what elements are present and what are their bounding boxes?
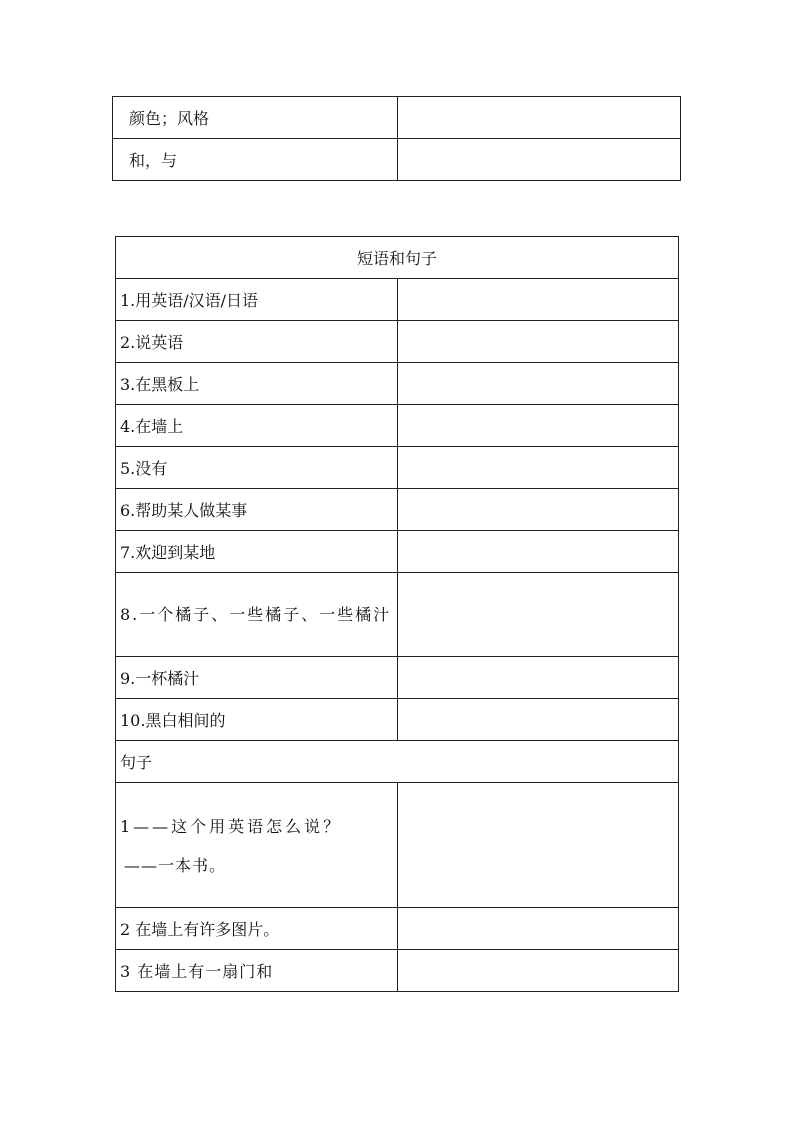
phrase-row <box>116 447 679 489</box>
vocab-answer-cell[interactable] <box>398 97 681 139</box>
phrase-answer-cell[interactable] <box>397 363 679 405</box>
sentence-chinese <box>116 783 398 908</box>
phrase-row <box>116 405 679 447</box>
phrase-row <box>116 657 679 699</box>
phrase-row <box>116 489 679 531</box>
phrase-answer-cell[interactable] <box>397 573 679 657</box>
phrase-chinese: 6.帮助某人做某事 <box>116 489 398 531</box>
phrase-answer-cell[interactable] <box>397 321 679 363</box>
vocab-answer-cell[interactable] <box>398 139 681 181</box>
phrase-answer-cell[interactable] <box>397 699 679 741</box>
sentence-chinese: 2 在墙上有许多图片。 <box>116 908 398 950</box>
sentences-label: 句子 <box>116 741 679 783</box>
sentence-answer-cell[interactable] <box>397 908 679 950</box>
sentence-row <box>116 950 679 992</box>
phrase-row <box>116 279 679 321</box>
sentence-answer-cell[interactable] <box>397 950 679 992</box>
sentence-row <box>116 908 679 950</box>
vocab-table <box>112 96 681 181</box>
sentence-answer-cell[interactable] <box>397 783 679 908</box>
phrase-answer-cell[interactable] <box>397 279 679 321</box>
phrase-chinese: 2.说英语 <box>116 321 398 363</box>
phrase-table <box>115 236 679 992</box>
phrase-row <box>116 363 679 405</box>
sentences-label-row <box>116 741 679 783</box>
vocab-row <box>113 97 681 139</box>
phrase-chinese: 5.没有 <box>116 447 398 489</box>
phrase-chinese: 1.用英语/汉语/日语 <box>116 279 398 321</box>
phrase-table-title: 短语和句子 <box>116 237 679 279</box>
phrase-chinese: 3.在黑板上 <box>116 363 398 405</box>
phrase-row <box>116 699 679 741</box>
phrase-row <box>116 321 679 363</box>
sentence-row <box>116 783 679 908</box>
phrase-header-row <box>116 237 679 279</box>
vocab-row <box>113 139 681 181</box>
vocab-chinese: 和，与 <box>113 139 398 181</box>
sentence-chinese: 3 在墙上有一扇门和 <box>116 950 398 992</box>
phrase-answer-cell[interactable] <box>397 405 679 447</box>
phrase-answer-cell[interactable] <box>397 657 679 699</box>
phrase-chinese: 7.欢迎到某地 <box>116 531 398 573</box>
phrase-chinese: 10.黑白相间的 <box>116 699 398 741</box>
sentence-line: ——一本书。 <box>124 855 227 875</box>
vocab-chinese: 颜色；风格 <box>113 97 398 139</box>
phrase-chinese: 8.一个橘子、一些橘子、一些橘汁 <box>116 573 398 657</box>
phrase-row <box>116 573 679 657</box>
phrase-chinese: 4.在墙上 <box>116 405 398 447</box>
phrase-answer-cell[interactable] <box>397 489 679 531</box>
phrase-chinese: 9.一杯橘汁 <box>116 657 398 699</box>
phrase-answer-cell[interactable] <box>397 447 679 489</box>
sentence-line: 1——这个用英语怎么说？ <box>120 816 343 836</box>
phrase-row <box>116 531 679 573</box>
phrase-answer-cell[interactable] <box>397 531 679 573</box>
